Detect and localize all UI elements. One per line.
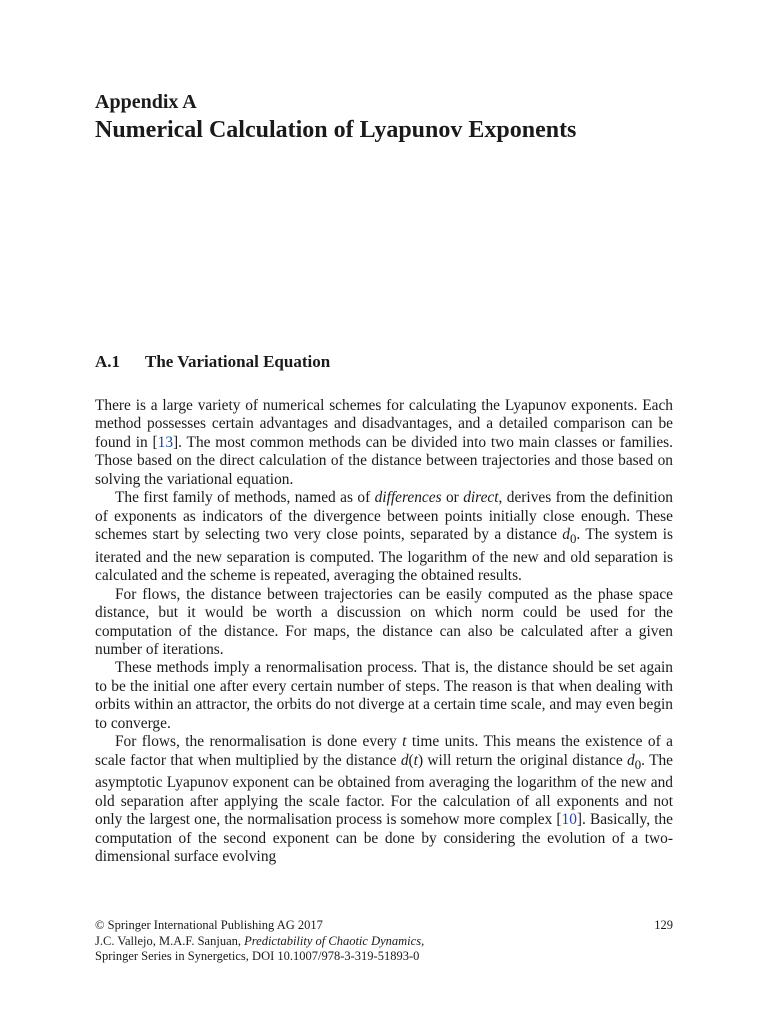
- page-number: 129: [654, 918, 673, 932]
- math-variable-t: t: [413, 751, 418, 769]
- text-run: time units. This means the existence of a scale factor that when multiplied by the distance: [95, 733, 674, 769]
- text-run: . The asymptotic Lyapunov exponent can be obtained from averaging the logarithm of the new and old separation after applying the scale factor. For the calculation of all exponents and not only the largest one, the normalisation process is somehow more complex [: [95, 751, 673, 829]
- paragraph-3: For flows, the distance between trajectories can be easily computed as the phase space distance, but it would be worth a discussion on which norm could be used for the computation of the distance. For maps, the distance can also be calculated after a given number of iterations.: [95, 585, 673, 658]
- series-line: Springer Series in Synergetics, DOI 10.1007/978-3-319-51893-0: [95, 949, 420, 963]
- emphasis-direct: direct: [463, 489, 499, 507]
- text-run: , derives from the definition of exponents as indicators of the divergence between points initially close enough. These schemes start by selecting two very close points, separated by a distance: [95, 489, 673, 544]
- text-run: or: [441, 489, 464, 507]
- math-variable-d: d: [400, 751, 409, 769]
- emphasis-differences: differences: [374, 489, 442, 507]
- citation-link-10[interactable]: 10: [561, 811, 577, 829]
- math-paren: ): [417, 751, 424, 769]
- text-run: will return the original distance: [423, 751, 628, 769]
- section-title: The Variational Equation: [145, 352, 331, 371]
- math-variable-t: t: [402, 733, 407, 751]
- chapter-title: Numerical Calculation of Lyapunov Exponents: [95, 117, 577, 143]
- citation-link-13[interactable]: 13: [157, 433, 174, 451]
- footer-book-title: Predictability of Chaotic Dynamics: [244, 933, 422, 948]
- text-run: ]. Basically, the computation of the second exponent can be done by considering the evolution of a two-dimensional surface evolving: [95, 811, 673, 866]
- body-text: [95, 397, 673, 866]
- copyright-line: © Springer International Publishing AG 2017: [95, 918, 323, 932]
- page-footer: [95, 918, 673, 965]
- math-paren: (: [408, 751, 414, 769]
- paragraph-2: [95, 489, 673, 585]
- math-variable-d: d: [562, 526, 570, 544]
- math-variable-d: d: [627, 751, 635, 769]
- text-run: The first family of methods, named as of: [115, 489, 375, 507]
- text-run: . The system is iterated and the new separation is computed. The logarithm of the new and old separation is calculated and the scheme is repeated, averaging the obtained results.: [95, 526, 674, 585]
- math-subscript: 0: [634, 757, 642, 772]
- paragraph-1: [95, 397, 673, 489]
- paragraph-4: These methods imply a renormalisation process. That is, the distance should be set again to be the initial one after every certain number of steps. The reason is that when dealing with orbits within an attractor, the orbits do not diverge at a certain time scale, and may even begin to converge.: [95, 659, 673, 732]
- section-number: A.1: [95, 352, 121, 371]
- math-subscript: 0: [570, 532, 577, 547]
- paragraph-5: [95, 733, 673, 866]
- footer-authors: J.C. Vallejo, M.A.F. Sanjuan,: [95, 933, 245, 948]
- text-run: There is a large variety of numerical schemes for calculating the Lyapunov exponents. Each method possesses certain advantages and disadvantages, and a detailed comparison can be found in [: [95, 397, 673, 451]
- appendix-label: Appendix A: [95, 91, 197, 113]
- citation-line: [95, 934, 673, 950]
- footer-comma: ,: [421, 933, 425, 948]
- text-run: ]. The most common methods can be divided into two main classes or families. Those based on the direct calculation of the distance between trajectories and those based on solving the variational equation.: [95, 433, 674, 488]
- text-run: For flows, the renormalisation is done every: [115, 733, 403, 751]
- section-heading: [95, 351, 330, 373]
